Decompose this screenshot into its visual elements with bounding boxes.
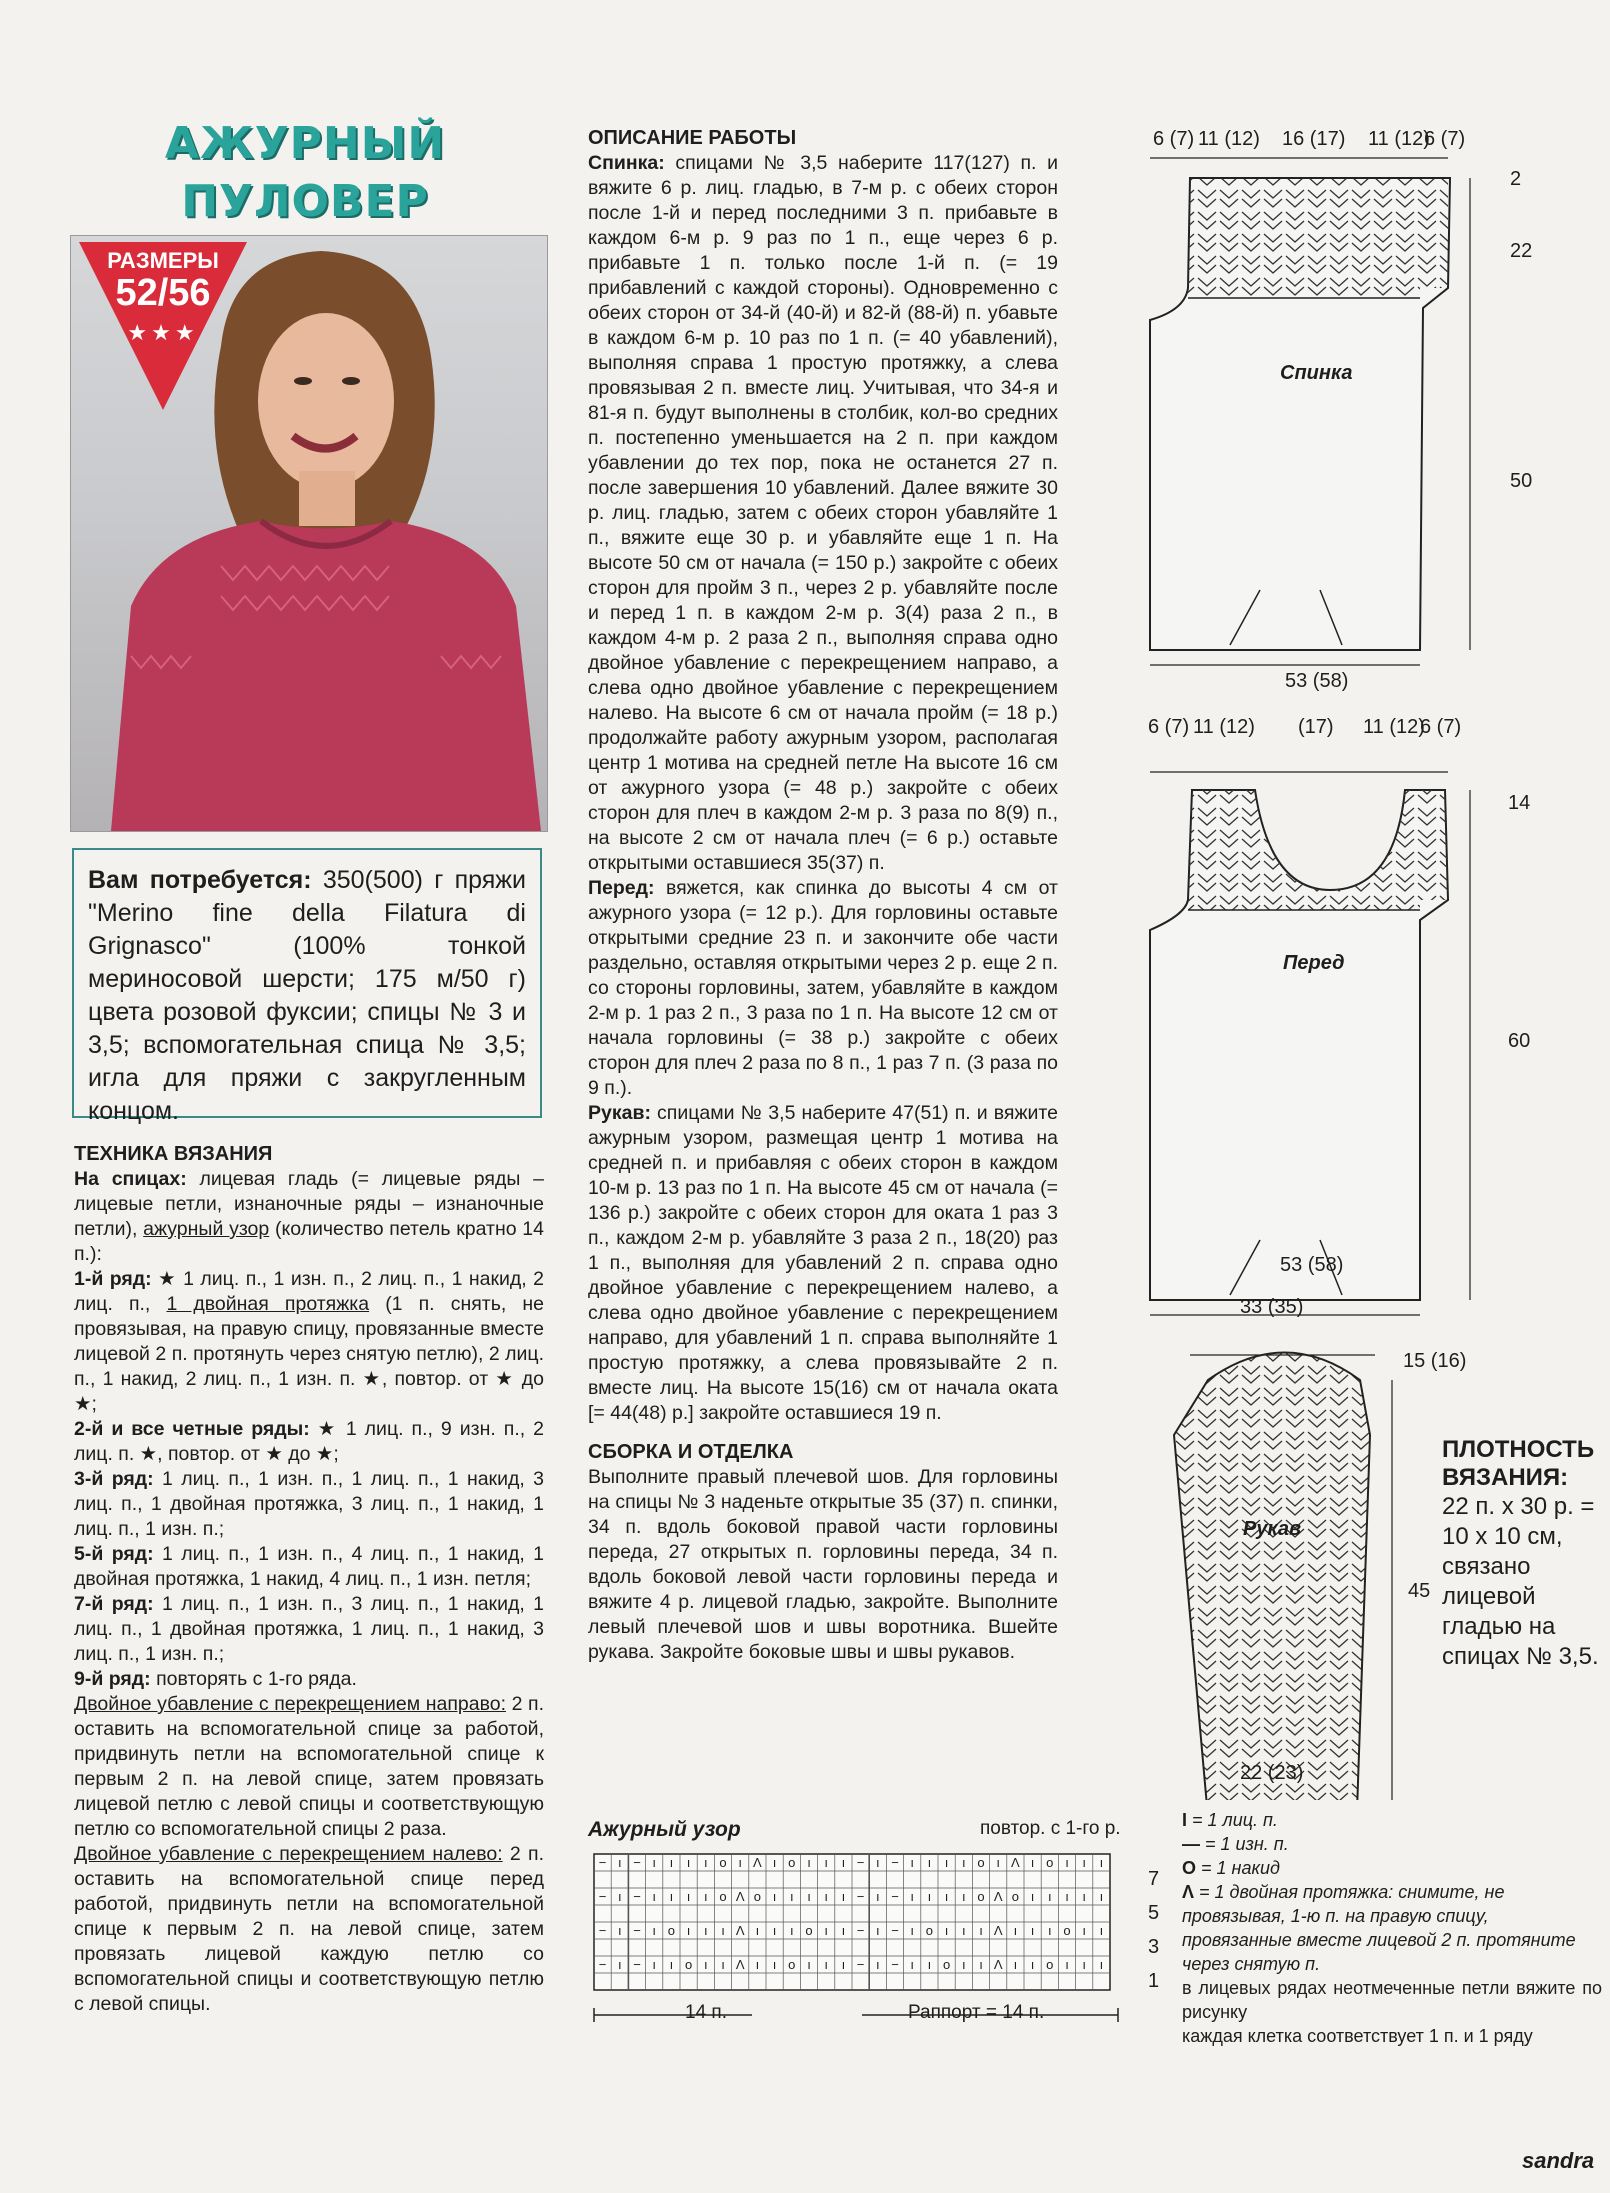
chart-stitch-symbol: ı (927, 1889, 932, 1904)
chart-stitch-symbol: ı (789, 1889, 794, 1904)
chart-stitch-symbol: ı (824, 1855, 829, 1870)
face-shape (258, 313, 394, 489)
materials-box (72, 848, 542, 1125)
front-dim-1: 6 (7) (1148, 716, 1190, 738)
sleeve-outline (1174, 1353, 1370, 1801)
front-bottom-width: 53 (58) (1280, 1254, 1344, 1276)
chart-stitch-symbol: ı (652, 1855, 657, 1870)
chart-stitch-symbol: ı (1065, 1855, 1069, 1870)
decrease-left-instruction (74, 1842, 544, 2017)
front-dim-2: 11 (12) (1193, 716, 1255, 738)
back-text: спицами № 3,5 наберите 117(127) п. и вяжите 6 р. лиц. гладью, в 7-м р. с обеих сторон после 1-й и перед последними 3 п. прибавьте в каждом 6-м р. 9 раз по 1 п., еще через 6 р. прибавьте 1 п. только после 1-й п. (= 19 прибавлений с каждой стороны). Одновременно с обеих сторон от 34-й (40-й) и 82-й (88-й) п. убавьте в каждом 6-м р. 10 раз по 1 п. (= 40 убавлений), выполняя справа 1 простую протяжку, а слева провязывая 2 п. вместе лиц. Учитывая, что 34-я и 81-я п. будут выполнены в столбик, кол-во средних п. постепенно уменьшается на 2 п. при каждом убавлении до тех пор, пока не останется 27 п. после завершения 10 убавлений. Далее вяжите 30 р. лиц. гладью, затем с обеих сторон убавляйте 1 п., вяжите еще 30 р. и убавляйте еще 1 п. На высоте 50 см от начала (= 150 р.) закройте с обеих сторон для пройм 3 п., через 2 р. убавляйте после и перед 1 п. в каждом 2-м р. 3(4) раза 2 п., в каждом 4-м р. 2 раза 2 п., выполняя справа одно двойное убавление с перекрещением направо, а слева одно двойное убавление с перекрещением налево. На высоте 6 см от начала пройм (= 18 р.) продолжайте работу ажурным узором, располагая центр 1 мотива на средней петле На высоте 16 см от ажурного узора (= 48 р.) закройте с обеих сторон для плеч в каждом 2-м р. 3 раза по 8(9) п., на высоте 2 см от начала плеч (= 6 р.) оставьте открытыми оставшиеся 35(37) п. (588, 152, 1058, 874)
row-1-label: 1-й ряд: (74, 1268, 152, 1290)
sleeve-label: Рукав (1243, 1518, 1302, 1540)
chart-repeat-note: повтор. с 1-го р. (980, 1818, 1121, 1839)
title-line-1: АЖУРНЫЙ (164, 118, 446, 169)
technique-label: На спицах: (74, 1168, 187, 1190)
chart-stitch-symbol: o (1046, 1957, 1054, 1972)
chart-stitch-symbol: o (788, 1855, 796, 1870)
chart-stitch-symbol: − (633, 1889, 641, 1904)
neck-shape (299, 471, 355, 526)
chart-stitch-symbol: − (598, 1855, 607, 1870)
description-section (588, 126, 1058, 1665)
chart-stitch-symbol: ı (1047, 1889, 1052, 1904)
row-5-text: 1 лиц. п., 1 изн. п., 4 лиц. п., 1 накид, 1 двойная протяжка, 1 накид, 4 лиц. п., 1 изн. петля; (74, 1543, 544, 1590)
chart-stitch-symbol: Λ (993, 1889, 1003, 1904)
chart-stitch-symbol: ı (772, 1889, 777, 1904)
chart-stitch-symbol: ı (841, 1923, 846, 1938)
back-label: Спинка: (588, 152, 665, 174)
purl-symbol: — (1182, 1834, 1200, 1854)
front-side-top: 14 (1508, 792, 1531, 814)
row-5-instruction (74, 1542, 544, 1592)
back-side-main: 50 (1510, 470, 1533, 492)
row-5-label: 5-й ряд: (74, 1543, 154, 1565)
front-label: Перед: (588, 877, 655, 899)
chart-stitch-symbol: ı (841, 1889, 846, 1904)
chart-stitch-symbol: ı (669, 1855, 674, 1870)
legend-note: в лицевых рядах неотмеченные петли вяжите по рисунку (1182, 1978, 1602, 2022)
badge-label: РАЗМЕРЫ (107, 248, 219, 273)
chart-width-label: 14 п. (685, 2002, 727, 2023)
chart-stitch-symbol: Λ (993, 1957, 1003, 1972)
back-dim-4: 11 (12) (1368, 128, 1430, 150)
chart-stitch-symbol: ı (703, 1889, 708, 1904)
chart-stitch-symbol: ı (686, 1855, 691, 1870)
back-side-mid: 22 (1510, 240, 1533, 262)
chart-stitch-symbol: ı (755, 1923, 760, 1938)
chart-stitch-symbol: ı (772, 1957, 777, 1972)
chart-stitch-symbol: ı (652, 1957, 657, 1972)
chart-stitch-symbol: − (856, 1889, 865, 1904)
yarn-over-symbol: O (1182, 1858, 1197, 1878)
sleeve-text: спицами № 3,5 наберите 47(51) п. и вяжите ажурным узором, размещая центр 1 мотива на средней п. и прибавляя с обеих сторон в каждом 10-м р. 13 раз по 1 п. На высоте 45 см от начала (= 136 р.) закройте с обеих сторон для оката 1 раз 3 п., каждом 2-м р. убавляйте 3 раза 2 п., 18(20) раз 1 п., выполняя для убавлений 2 п. справа одно двойное убавление с перекрещением налево, а слева одно двойное убавление с перекрещением направо, для убавлений 1 п. справа выполняйте 1 простую протяжку, а слева провязывайте 2 п. вместе лиц. На высоте 15(16) см от начала оката [= 44(48) р.] закройте оставшиеся 19 п. (588, 1102, 1058, 1424)
chart-stitch-symbol: ı (996, 1855, 1001, 1870)
back-schematic (1150, 158, 1470, 665)
chart-stitch-symbol: ı (1030, 1957, 1035, 1972)
front-label: Перед (1283, 952, 1345, 974)
chart-stitch-symbol: − (856, 1923, 865, 1938)
chart-stitch-symbol: ı (841, 1855, 846, 1870)
stitch-chart (590, 1848, 1170, 2028)
chart-stitch-symbol: ı (961, 1889, 966, 1904)
chart-stitch-symbol: − (891, 1923, 899, 1938)
chart-stitch-symbol: o (1011, 1889, 1020, 1904)
chart-stitch-symbol: − (633, 1923, 641, 1938)
row-7-instruction (74, 1592, 544, 1667)
chart-stitch-symbol: − (598, 1957, 607, 1972)
chart-stitch-symbol: o (788, 1957, 796, 1972)
chart-stitch-symbol: ı (927, 1855, 932, 1870)
back-lace-yoke (1188, 178, 1448, 298)
legend-yarn-over-text: = 1 накид (1196, 1858, 1280, 1878)
chart-stitch-symbol: − (891, 1889, 899, 1904)
decrease-left-label: Двойное убавление с перекрещением налево: (74, 1843, 503, 1865)
chart-stitch-symbol: o (977, 1889, 985, 1904)
gauge-heading: ПЛОТНОСТЬ ВЯЗАНИЯ: (1442, 1436, 1595, 1491)
chart-stitch-symbol: ı (910, 1889, 915, 1904)
back-instructions (588, 151, 1058, 876)
chart-stitch-symbol: o (667, 1923, 676, 1938)
chart-stitch-symbol: ı (910, 1923, 915, 1938)
legend-purl (1182, 1832, 1602, 1856)
chart-stitch-symbol: ı (772, 1855, 777, 1870)
chart-title: Ажурный узор (588, 1818, 741, 1841)
chart-stitch-symbol: ı (875, 1889, 880, 1904)
decrease-right-label: Двойное убавление с перекрещением направо: (74, 1693, 506, 1715)
chart-stitch-symbol: ı (1099, 1957, 1104, 1972)
front-dim-4: 11 (12) (1363, 716, 1425, 738)
chart-stitch-symbol: ı (703, 1923, 708, 1938)
legend-knit (1182, 1808, 1602, 1832)
sleeve-label: Рукав: (588, 1102, 651, 1124)
badge-sizes: 52/56 (115, 272, 211, 314)
chart-stitch-symbol: ı (1082, 1957, 1087, 1972)
chart-stitch-symbol: ı (841, 1957, 846, 1972)
chart-stitch-symbol: ı (1065, 1889, 1069, 1904)
row-2-label: 2-й и все четные ряды: (74, 1418, 310, 1440)
chart-stitch-symbol: ı (824, 1889, 829, 1904)
back-dim-2: 11 (12) (1198, 128, 1260, 150)
row-9-label: 9-й ряд: (74, 1668, 151, 1690)
model-photo (70, 235, 548, 832)
chart-row-label-7: 7 (1148, 1868, 1160, 1890)
chart-stitch-symbol: o (684, 1957, 693, 1972)
front-dim-5: 6 (7) (1420, 716, 1462, 738)
chart-stitch-symbol: ı (1030, 1855, 1035, 1870)
chart-stitch-symbol: ı (617, 1855, 622, 1870)
chart-stitch-symbol: ı (617, 1889, 622, 1904)
chart-stitch-symbol: ı (1047, 1923, 1052, 1938)
assembly-text: Выполните правый плечевой шов. Для горловины на спицы № 3 наденьте открытые 35 (37) п. спинки, 34 п. вдоль боковой правой части горловины переда, 27 открытых п. горловины переда, 34 п. вдоль боковой левой части горловины переда и вяжите 4 р. лицевой гладью, закройте. Выполните левый плечевой шов и швы воротника. Вшейте рукава. Закройте боковые швы и швы рукавов. (588, 1466, 1058, 1663)
row-9-instruction (74, 1667, 544, 1692)
chart-stitch-symbol: ı (669, 1957, 674, 1972)
chart-stitch-symbol: ı (1013, 1957, 1018, 1972)
chart-rapport-label: Раппорт = 14 п. (908, 2002, 1045, 2023)
chart-stitch-symbol: Λ (993, 1923, 1003, 1938)
chart-stitch-symbol: ı (807, 1855, 811, 1870)
double-decrease-symbol: Λ (1182, 1882, 1195, 1902)
chart-stitch-symbol: ı (875, 1957, 880, 1972)
back-dim-1: 6 (7) (1153, 128, 1195, 150)
chart-stitch-symbol: o (719, 1855, 727, 1870)
chart-stitch-symbol: ı (910, 1855, 915, 1870)
chart-stitch-symbol: ı (1099, 1855, 1104, 1870)
chart-stitch-symbol: ı (1099, 1889, 1104, 1904)
chart-stitch-symbol: ı (961, 1923, 966, 1938)
eye-left (294, 377, 312, 385)
chart-stitch-symbol: o (1063, 1923, 1071, 1938)
technique-paragraph (74, 1167, 544, 1267)
chart-stitch-symbol: Λ (753, 1855, 762, 1870)
row-1-text: ★ 1 лиц. п., 1 изн. п., 2 лиц. п., 1 накид, 2 лиц. п., (74, 1268, 544, 1315)
chart-stitch-symbol: ı (703, 1957, 708, 1972)
front-text: вяжется, как спинка до высоты 4 см от ажурного узора (= 12 р.). Для горловины оставьте открытыми средние 23 п. и закончите обе части раздельно, оставляя открытыми через 2 р. еще 2 п. со стороны горловины, затем, убавляйте в каждом 2-м р. 1 раз 2 п., 3 раза по 1 п. На высоте 12 см от начала горловины (= 38 р.) закройте с обеих сторон для плеч 2 раза по 8 п., 1 раз 7 п. (3 раза по 9 п.). (588, 877, 1058, 1099)
chart-stitch-symbol: ı (1065, 1957, 1069, 1972)
sleeve-side-cap: 15 (16) (1403, 1350, 1467, 1372)
chart-stitch-symbol: ı (944, 1855, 949, 1870)
chart-stitch-symbol: ı (617, 1957, 622, 1972)
chart-stitch-symbol: o (719, 1889, 727, 1904)
chart-stitch-symbol: ı (652, 1889, 657, 1904)
gauge-text: 22 п. х 30 р. = 10 х 10 см, связано лицевой гладью на спицах № 3,5. (1442, 1493, 1599, 1670)
sweater-shape (111, 521, 541, 831)
chart-stitch-symbol: ı (807, 1889, 811, 1904)
legend-double-decrease-text: = 1 двойная протяжка: снимите, не провязывая, 1-ю п. на правую спицу, провязанные вместе лицевой 2 п. протяните через снятую п. (1182, 1882, 1576, 1974)
chart-stitch-symbol: ı (1082, 1923, 1087, 1938)
chart-stitch-symbol: o (1046, 1855, 1054, 1870)
chart-stitch-symbol: ı (703, 1855, 708, 1870)
chart-stitch-symbol: ı (979, 1957, 983, 1972)
decrease-right-text: 2 п. оставить на вспомогательной спице за работой, придвинуть петли на вспомогательной спице к первым 2 п. на левой спице, затем провязать лицевой петлю с левой спицы и соответствующую петлю со вспомогательной спицы 2 раза. (74, 1693, 544, 1840)
technique-heading: ТЕХНИКА ВЯЗАНИЯ (74, 1143, 273, 1165)
technique-section (74, 1142, 544, 2017)
chart-stitch-symbol: ı (1099, 1923, 1104, 1938)
chart-stitch-symbol: ı (824, 1957, 829, 1972)
row-3-instruction (74, 1467, 544, 1542)
chart-row-label-3: 3 (1148, 1936, 1160, 1958)
legend-knit-text: = 1 лиц. п. (1187, 1810, 1278, 1830)
chart-stitch-symbol: o (805, 1923, 813, 1938)
knit-symbol: I (1182, 1810, 1188, 1830)
front-schematic (1150, 772, 1470, 1315)
brand-logo: sandra (1522, 2148, 1595, 2173)
back-dim-5: 6 (7) (1424, 128, 1466, 150)
chart-legend (1182, 1808, 1602, 2048)
row-1-tail: (1 п. снять, не провязывая, на правую спицу, провязанные вместе лицевой 2 п. протянуть через снятую петлю), 2 лиц. п., 1 накид, 2 лиц. п., 1 изн. п. ★, повтор. от ★ до ★; (74, 1293, 544, 1415)
chart-stitch-symbol: ı (789, 1923, 794, 1938)
chart-row-label-1: 1 (1148, 1970, 1160, 1992)
chart-stitch-symbol: ı (961, 1957, 966, 1972)
row-7-label: 7-й ряд: (74, 1593, 154, 1615)
chart-stitch-symbol: ı (772, 1923, 777, 1938)
chart-stitch-symbol: ı (669, 1889, 674, 1904)
title-line-2: ПУЛОВЕР (181, 176, 429, 227)
chart-stitch-symbol: ı (961, 1855, 966, 1870)
technique-tail: (количество петель кратно 14 п.): (74, 1218, 544, 1265)
chart-stitch-symbol: ı (652, 1923, 657, 1938)
chart-stitch-symbol: − (891, 1957, 899, 1972)
chart-stitch-symbol: Λ (735, 1957, 745, 1972)
eye-right (342, 377, 360, 385)
technique-pattern-term: ажурный узор (143, 1218, 270, 1240)
legend-purl-text: = 1 изн. п. (1200, 1834, 1289, 1854)
badge-stars: ★★★ (127, 320, 199, 345)
sleeve-instructions (588, 1101, 1058, 1426)
back-dim-3: 16 (17) (1282, 128, 1346, 150)
chart-stitch-symbol: ı (875, 1855, 880, 1870)
row-1-term: 1 двойная протяжка (166, 1293, 370, 1315)
assembly-heading: СБОРКА И ОТДЕЛКА (588, 1441, 794, 1463)
back-side-top: 2 (1510, 168, 1522, 190)
chart-stitch-symbol: − (856, 1855, 865, 1870)
sleeve-bottom-width: 22 (23) (1240, 1762, 1304, 1784)
chart-stitch-symbol: ı (1030, 1889, 1035, 1904)
chart-stitch-symbol: Λ (1011, 1855, 1020, 1870)
chart-stitch-symbol: Λ (735, 1889, 745, 1904)
chart-stitch-symbol: ı (755, 1957, 760, 1972)
chart-stitch-symbol: Λ (735, 1923, 745, 1938)
front-lace-yoke (1188, 790, 1448, 910)
chart-stitch-symbol: ı (1082, 1855, 1087, 1870)
chart-stitch-symbol: ı (738, 1855, 743, 1870)
sleeve-side-main: 45 (1408, 1580, 1431, 1602)
chart-stitch-symbol: ı (721, 1923, 725, 1938)
decrease-right-instruction (74, 1692, 544, 1842)
gauge-section (1442, 1436, 1602, 1672)
chart-stitch-symbol: − (856, 1957, 865, 1972)
chart-stitch-symbol: ı (875, 1923, 880, 1938)
chart-stitch-symbol: ı (944, 1889, 949, 1904)
chart-stitch-symbol: ı (824, 1923, 829, 1938)
sleeve-top-width: 33 (35) (1240, 1296, 1304, 1318)
chart-stitch-symbol: − (633, 1855, 641, 1870)
chart-stitch-symbol: ı (686, 1889, 691, 1904)
description-heading: ОПИСАНИЕ РАБОТЫ (588, 127, 797, 149)
sleeve-schematic (1174, 1353, 1392, 1801)
front-instructions (588, 876, 1058, 1101)
chart-stitch-symbol: ı (979, 1923, 983, 1938)
chart-stitch-symbol: ı (910, 1957, 915, 1972)
chart-stitch-symbol: ı (617, 1923, 622, 1938)
front-dim-3: (17) (1298, 716, 1334, 738)
back-label: Спинка (1280, 362, 1353, 384)
chart-stitch-symbol: o (753, 1889, 762, 1904)
chart-stitch-symbol: − (598, 1923, 607, 1938)
chart-stitch-symbol: ı (1013, 1923, 1018, 1938)
legend-double-decrease (1182, 1880, 1602, 1976)
chart-stitch-symbol: ı (1082, 1889, 1087, 1904)
materials-label: Вам потребуется: (88, 866, 312, 894)
row-2-instruction (74, 1417, 544, 1467)
legend-yarn-over (1182, 1856, 1602, 1880)
legend-cell: каждая клетка соответствует 1 п. и 1 ряду (1182, 2026, 1533, 2046)
chart-stitch-symbol: − (633, 1957, 641, 1972)
chart-stitch-symbol: ı (721, 1957, 725, 1972)
chart-stitch-symbol: ı (1030, 1923, 1035, 1938)
row-2-text: ★ 1 лиц. п., 9 изн. п., 2 лиц. п. ★, повтор. от ★ до ★; (74, 1418, 544, 1465)
chart-stitch-symbol: o (942, 1957, 951, 1972)
row-9-text: повторять с 1-го ряда. (150, 1668, 357, 1690)
row-1-instruction (74, 1267, 544, 1417)
chart-stitch-symbol: o (925, 1923, 934, 1938)
back-bottom-width: 53 (58) (1285, 670, 1349, 692)
row-7-text: 1 лиц. п., 1 изн. п., 3 лиц. п., 1 накид, 1 лиц. п., 1 двойная протяжка, 1 лиц. п., 1 накид, 3 лиц. п., 1 изн. п.; (74, 1593, 544, 1665)
row-3-label: 3-й ряд: (74, 1468, 154, 1490)
chart-row-label-5: 5 (1148, 1902, 1160, 1924)
chart-stitch-symbol: − (891, 1855, 899, 1870)
chart-stitch-symbol: ı (944, 1923, 949, 1938)
chart-stitch-symbol: ı (807, 1957, 811, 1972)
chart-stitch-symbol: ı (927, 1957, 932, 1972)
row-3-text: 1 лиц. п., 1 изн. п., 1 лиц. п., 1 накид, 3 лиц. п., 1 двойная протяжка, 3 лиц. п., 1 накид, 1 лиц. п., 1 изн. п.; (74, 1468, 544, 1540)
chart-stitch-symbol: − (598, 1889, 607, 1904)
chart-stitch-symbol: ı (686, 1923, 691, 1938)
chart-stitch-symbol: o (977, 1855, 985, 1870)
decrease-left-text: 2 п. оставить на вспомогательной спице перед работой, придвинуть петли на вспомогательной спице к первым 2 п. на левой спице, затем провязать лицевой каждую петлю со вспомогательной спицы и соответствующую петлю с левой спицы. (74, 1843, 544, 2015)
technique-text: лицевая гладь (= лицевые ряды – лицевые петли, изнаночные ряды – изнаночные петли), (74, 1168, 544, 1240)
front-side-main: 60 (1508, 1030, 1531, 1052)
materials-text: 350(500) г пряжи "Merino fine della Filatura di Grignasco" (100% тонкой мериносовой шерсти; 175 м/50 г) цвета розовой фуксии; спицы № 3 и 3,5; вспомогательная спица № 3,5; игла для пряжи с закругленным концом. (88, 866, 526, 1125)
